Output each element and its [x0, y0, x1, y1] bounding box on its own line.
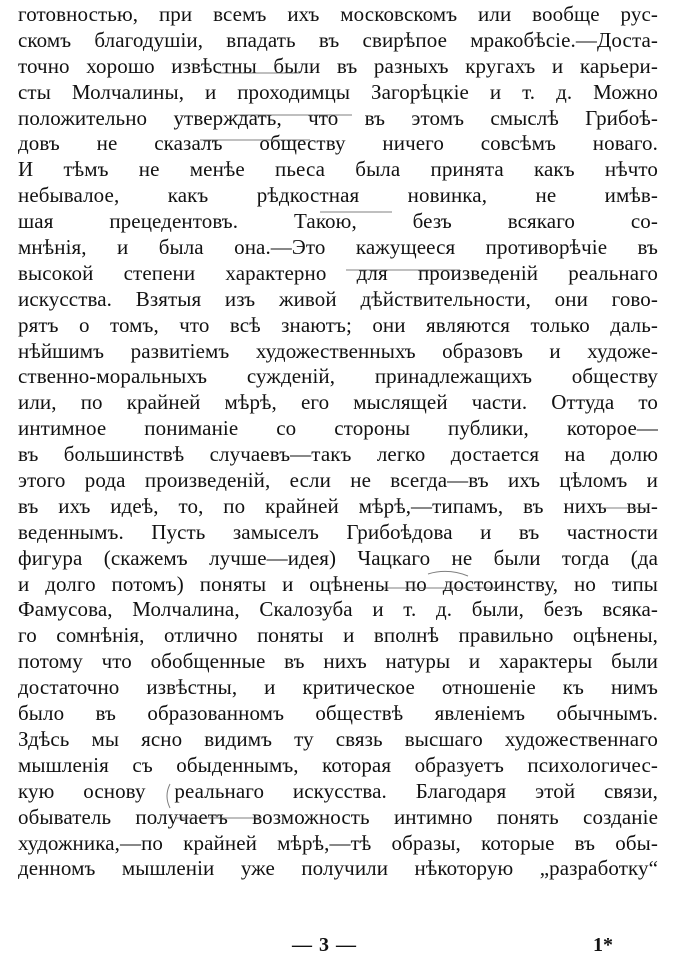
- text-line: точно хорошо извѣстны были въ разныхъ кругахъ и карьери-: [18, 53, 658, 78]
- page-footer: [0, 932, 676, 958]
- text-line: высокой степени характерно для произведеній реальнаго: [18, 260, 658, 285]
- body-text: [18, 2, 658, 882]
- text-line: въ большинствѣ случаевъ—такъ легко достается на долю: [18, 442, 658, 467]
- text-line: И тѣмъ не менѣе пьеса была принята какъ нѣчто: [18, 157, 658, 182]
- text-line: было въ образованномъ обществѣ явленіемъ обычнымъ.: [18, 701, 658, 726]
- text-line: ственно-моральныхъ сужденій, принадлежащихъ обществу: [18, 364, 658, 389]
- text-line: Здѣсь мы ясно видимъ ту связь высшаго художественнаго: [18, 726, 658, 751]
- text-line: интимное пониманіе со стороны публики, которое—: [18, 416, 658, 441]
- text-line: нѣйшимъ развитіемъ художественныхъ образовъ и художе-: [18, 338, 658, 363]
- text-line: положительно утверждать, что въ этомъ смыслѣ Грибоѣ-: [18, 105, 658, 130]
- text-line: го сомнѣнія, отлично поняты и вполнѣ правильно оцѣнены,: [18, 623, 658, 648]
- text-line: денномъ мышленіи уже получили нѣкоторую „разработку“: [18, 856, 658, 881]
- text-line: потому что обобщенные въ нихъ натуры и характеры были: [18, 649, 658, 674]
- text-line: скомъ благодушіи, впадать въ свирѣпое мракобѣсіе.—Доста-: [18, 27, 658, 52]
- text-line: художника,—по крайней мѣрѣ,—тѣ образы, которые въ обы-: [18, 830, 658, 855]
- text-line: рятъ о томъ, что всѣ знаютъ; они являются только даль-: [18, 312, 658, 337]
- text-line: или, по крайней мѣрѣ, его мыслящей части. Оттуда то: [18, 390, 658, 415]
- text-line: довъ не сказалъ обществу ничего совсѣмъ новаго.: [18, 131, 658, 156]
- text-line: небывалое, какъ рѣдкостная новинка, не имѣв-: [18, 183, 658, 208]
- page-number: — 3 —: [292, 934, 357, 956]
- text-line: кую основу реальнаго искусства. Благодаря этой связи,: [18, 778, 658, 803]
- text-line: сты Молчалины, и проходимцы Загорѣцкіе и т. д. Можно: [18, 79, 658, 104]
- text-line: шая прецедентовъ. Такою, безъ всякаго со-: [18, 209, 658, 234]
- text-line: и долго потомъ) поняты и оцѣнены по достоинству, но типы: [18, 571, 658, 596]
- text-line: въ ихъ идеѣ, то, по крайней мѣрѣ,—типамъ, въ нихъ вы-: [18, 493, 658, 518]
- text-line: мышленія съ обыденнымъ, которая образуетъ психологичес-: [18, 752, 658, 777]
- text-line: фигура (скажемъ лучше—идея) Чацкаго не были тогда (да: [18, 545, 658, 570]
- text-line: достаточно извѣстны, и критическое отношеніе къ нимъ: [18, 675, 658, 700]
- text-line: готовностью, при всемъ ихъ московскомъ или вообще рус-: [18, 2, 658, 26]
- text-line: мнѣнія, и была она.—Это кажущееся противорѣчіе въ: [18, 235, 658, 260]
- text-line: веденнымъ. Пусть замыселъ Грибоѣдова и въ частности: [18, 519, 658, 544]
- text-line: обыватель получаетъ возможность интимно понять созданіе: [18, 804, 658, 829]
- text-line: искусства. Взятыя изъ живой дѣйствительности, они гово-: [18, 286, 658, 311]
- text-line: Фамусова, Молчалина, Скалозуба и т. д. были, безъ всяка-: [18, 597, 658, 622]
- signature-mark: 1*: [593, 934, 613, 956]
- text-line: этого рода произведеній, если не всегда—въ ихъ цѣломъ и: [18, 468, 658, 493]
